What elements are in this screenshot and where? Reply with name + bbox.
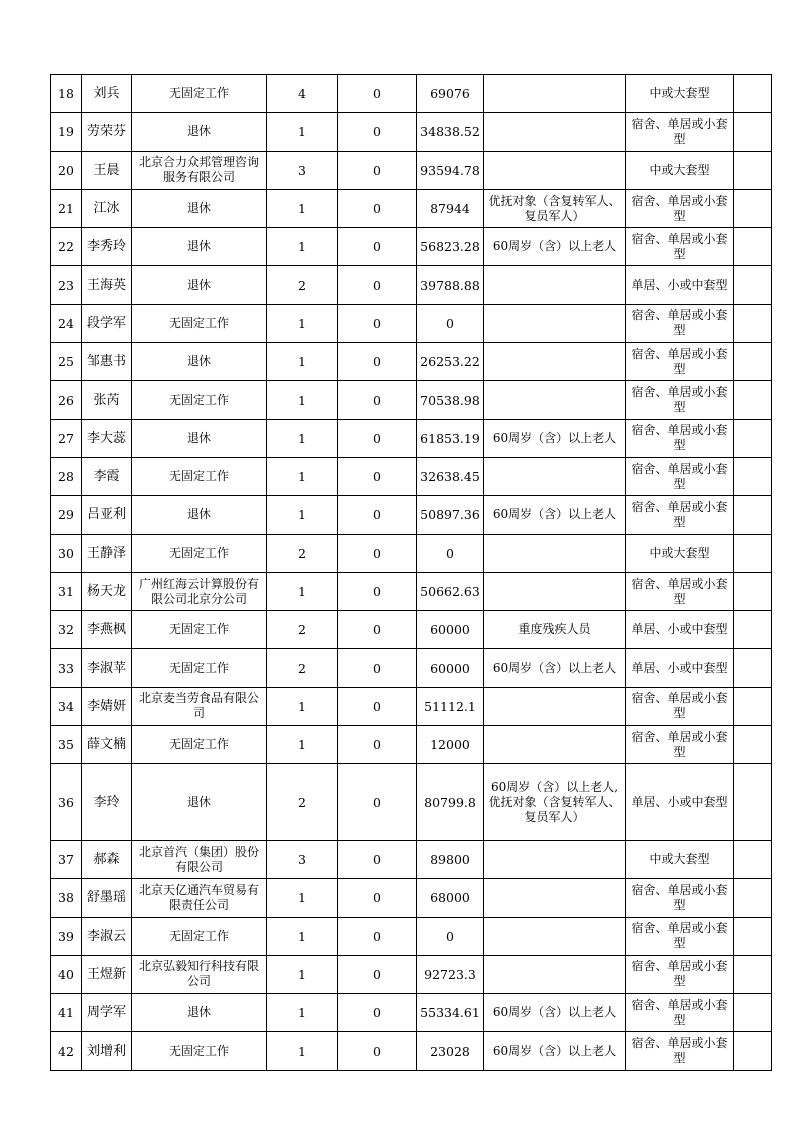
zero-value: 0: [338, 457, 417, 495]
special-category: [484, 151, 626, 189]
work-unit: 无固定工作: [132, 381, 267, 419]
annual-income: 70538.98: [417, 381, 484, 419]
household-members: 2: [267, 266, 338, 304]
table-row: [51, 113, 772, 151]
annual-income: 32638.45: [417, 457, 484, 495]
special-category: 60周岁（含）以上老人: [484, 496, 626, 534]
housing-type: 宿舍、单居或小套型: [626, 1032, 734, 1070]
applicant-name: 刘兵: [82, 75, 132, 113]
special-category: [484, 955, 626, 993]
applicant-name: 刘增利: [82, 1032, 132, 1070]
row-number: 38: [51, 879, 82, 917]
annual-income: 23028: [417, 1032, 484, 1070]
housing-type: 中或大套型: [626, 75, 734, 113]
annual-income: 50897.36: [417, 496, 484, 534]
zero-value: 0: [338, 534, 417, 572]
housing-type: 宿舍、单居或小套型: [626, 419, 734, 457]
applicant-name: 劳荣芬: [82, 113, 132, 151]
household-members: 4: [267, 75, 338, 113]
zero-value: 0: [338, 228, 417, 266]
table-row: [51, 572, 772, 610]
zero-value: 0: [338, 381, 417, 419]
applicant-name: 杨天龙: [82, 572, 132, 610]
applicant-name: 段学军: [82, 304, 132, 342]
zero-value: 0: [338, 611, 417, 649]
annual-income: 93594.78: [417, 151, 484, 189]
housing-type: 宿舍、单居或小套型: [626, 228, 734, 266]
special-category: 60周岁（含）以上老人: [484, 649, 626, 687]
work-unit: 无固定工作: [132, 534, 267, 572]
table-row: [51, 419, 772, 457]
housing-type: 宿舍、单居或小套型: [626, 343, 734, 381]
applicant-name: 李淑苹: [82, 649, 132, 687]
row-number: 25: [51, 343, 82, 381]
applicant-name: 吕亚利: [82, 496, 132, 534]
row-number: 36: [51, 764, 82, 841]
blank-cell: [734, 955, 772, 993]
housing-type: 单居、小或中套型: [626, 649, 734, 687]
zero-value: 0: [338, 879, 417, 917]
household-members: 1: [267, 994, 338, 1032]
annual-income: 55334.61: [417, 994, 484, 1032]
work-unit: 北京天亿通汽车贸易有限责任公司: [132, 879, 267, 917]
housing-type: 中或大套型: [626, 840, 734, 878]
household-members: 2: [267, 764, 338, 841]
blank-cell: [734, 649, 772, 687]
row-number: 42: [51, 1032, 82, 1070]
table-row: [51, 496, 772, 534]
row-number: 21: [51, 189, 82, 227]
row-number: 24: [51, 304, 82, 342]
row-number: 37: [51, 840, 82, 878]
blank-cell: [734, 917, 772, 955]
household-members: 1: [267, 304, 338, 342]
household-members: 3: [267, 840, 338, 878]
special-category: 重度残疾人员: [484, 611, 626, 649]
work-unit: 退休: [132, 113, 267, 151]
work-unit: 北京弘毅知行科技有限公司: [132, 955, 267, 993]
applicant-name: 李淑云: [82, 917, 132, 955]
table-row: [51, 840, 772, 878]
housing-type: 宿舍、单居或小套型: [626, 189, 734, 227]
special-category: [484, 726, 626, 764]
table-row: [51, 726, 772, 764]
household-members: 1: [267, 955, 338, 993]
household-members: 1: [267, 343, 338, 381]
zero-value: 0: [338, 151, 417, 189]
row-number: 31: [51, 572, 82, 610]
row-number: 26: [51, 381, 82, 419]
row-number: 27: [51, 419, 82, 457]
annual-income: 34838.52: [417, 113, 484, 151]
table-row: [51, 764, 772, 841]
household-members: 1: [267, 687, 338, 725]
housing-type: 宿舍、单居或小套型: [626, 113, 734, 151]
table-row: [51, 879, 772, 917]
blank-cell: [734, 840, 772, 878]
applicant-name: 周学军: [82, 994, 132, 1032]
table-row: [51, 1032, 772, 1070]
zero-value: 0: [338, 496, 417, 534]
blank-cell: [734, 687, 772, 725]
table-row: [51, 381, 772, 419]
work-unit: 北京首汽（集团）股份有限公司: [132, 840, 267, 878]
housing-type: 宿舍、单居或小套型: [626, 381, 734, 419]
special-category: [484, 266, 626, 304]
special-category: [484, 917, 626, 955]
annual-income: 12000: [417, 726, 484, 764]
housing-type: 宿舍、单居或小套型: [626, 687, 734, 725]
applicant-name: 王静泽: [82, 534, 132, 572]
row-number: 33: [51, 649, 82, 687]
household-members: 1: [267, 381, 338, 419]
row-number: 34: [51, 687, 82, 725]
housing-type: 宿舍、单居或小套型: [626, 572, 734, 610]
table-row: [51, 994, 772, 1032]
table-row: [51, 457, 772, 495]
applicant-name: 张芮: [82, 381, 132, 419]
table-row: [51, 189, 772, 227]
annual-income: 87944: [417, 189, 484, 227]
table-row: [51, 649, 772, 687]
work-unit: 无固定工作: [132, 304, 267, 342]
blank-cell: [734, 879, 772, 917]
work-unit: 无固定工作: [132, 75, 267, 113]
blank-cell: [734, 75, 772, 113]
applicant-name: 李大蕊: [82, 419, 132, 457]
row-number: 18: [51, 75, 82, 113]
household-members: 2: [267, 649, 338, 687]
zero-value: 0: [338, 917, 417, 955]
special-category: [484, 343, 626, 381]
row-number: 41: [51, 994, 82, 1032]
work-unit: 无固定工作: [132, 917, 267, 955]
zero-value: 0: [338, 649, 417, 687]
annual-income: 39788.88: [417, 266, 484, 304]
zero-value: 0: [338, 726, 417, 764]
work-unit: 无固定工作: [132, 649, 267, 687]
table-row: [51, 955, 772, 993]
annual-income: 0: [417, 304, 484, 342]
annual-income: 69076: [417, 75, 484, 113]
work-unit: 广州红海云计算股份有限公司北京分公司: [132, 572, 267, 610]
zero-value: 0: [338, 764, 417, 841]
household-members: 2: [267, 611, 338, 649]
applicant-name: 邹惠书: [82, 343, 132, 381]
special-category: [484, 840, 626, 878]
household-members: 3: [267, 151, 338, 189]
housing-type: 单居、小或中套型: [626, 611, 734, 649]
table-row: [51, 534, 772, 572]
household-members: 1: [267, 572, 338, 610]
housing-type: 单居、小或中套型: [626, 266, 734, 304]
special-category: 60周岁（含）以上老人: [484, 994, 626, 1032]
zero-value: 0: [338, 840, 417, 878]
applicant-name: 王海英: [82, 266, 132, 304]
blank-cell: [734, 1032, 772, 1070]
annual-income: 92723.3: [417, 955, 484, 993]
zero-value: 0: [338, 189, 417, 227]
special-category: [484, 457, 626, 495]
applicant-name: 江冰: [82, 189, 132, 227]
table-row: [51, 917, 772, 955]
work-unit: 退休: [132, 228, 267, 266]
row-number: 39: [51, 917, 82, 955]
household-members: 1: [267, 496, 338, 534]
household-members: 1: [267, 113, 338, 151]
table-row: [51, 304, 772, 342]
blank-cell: [734, 572, 772, 610]
applicant-name: 舒墨瑶: [82, 879, 132, 917]
housing-type: 宿舍、单居或小套型: [626, 496, 734, 534]
annual-income: 50662.63: [417, 572, 484, 610]
blank-cell: [734, 419, 772, 457]
housing-type: 宿舍、单居或小套型: [626, 457, 734, 495]
household-members: 1: [267, 726, 338, 764]
row-number: 28: [51, 457, 82, 495]
annual-income: 80799.8: [417, 764, 484, 841]
table-row: [51, 611, 772, 649]
applicant-name: 郝森: [82, 840, 132, 878]
work-unit: 退休: [132, 764, 267, 841]
work-unit: 无固定工作: [132, 611, 267, 649]
zero-value: 0: [338, 113, 417, 151]
special-category: [484, 381, 626, 419]
blank-cell: [734, 611, 772, 649]
blank-cell: [734, 381, 772, 419]
housing-type: 宿舍、单居或小套型: [626, 994, 734, 1032]
table-row: [51, 75, 772, 113]
annual-income: 61853.19: [417, 419, 484, 457]
blank-cell: [734, 457, 772, 495]
applicant-name: 李婧妍: [82, 687, 132, 725]
special-category: [484, 879, 626, 917]
work-unit: 无固定工作: [132, 1032, 267, 1070]
blank-cell: [734, 304, 772, 342]
blank-cell: [734, 534, 772, 572]
special-category: 60周岁（含）以上老人: [484, 1032, 626, 1070]
zero-value: 0: [338, 994, 417, 1032]
table-row: [51, 151, 772, 189]
row-number: 30: [51, 534, 82, 572]
table-row: [51, 228, 772, 266]
work-unit: 退休: [132, 189, 267, 227]
zero-value: 0: [338, 419, 417, 457]
annual-income: 56823.28: [417, 228, 484, 266]
applicant-name: 王煜新: [82, 955, 132, 993]
table-body: [51, 75, 772, 1071]
household-members: 1: [267, 419, 338, 457]
housing-type: 单居、小或中套型: [626, 764, 734, 841]
annual-income: 0: [417, 917, 484, 955]
table-row: [51, 266, 772, 304]
blank-cell: [734, 343, 772, 381]
row-number: 32: [51, 611, 82, 649]
annual-income: 68000: [417, 879, 484, 917]
work-unit: 退休: [132, 343, 267, 381]
zero-value: 0: [338, 304, 417, 342]
zero-value: 0: [338, 1032, 417, 1070]
row-number: 40: [51, 955, 82, 993]
table-row: [51, 343, 772, 381]
special-category: [484, 304, 626, 342]
row-number: 19: [51, 113, 82, 151]
blank-cell: [734, 764, 772, 841]
blank-cell: [734, 496, 772, 534]
blank-cell: [734, 266, 772, 304]
work-unit: 退休: [132, 496, 267, 534]
housing-type: 中或大套型: [626, 151, 734, 189]
applicant-name: 李霞: [82, 457, 132, 495]
household-members: 1: [267, 228, 338, 266]
annual-income: 60000: [417, 649, 484, 687]
housing-type: 宿舍、单居或小套型: [626, 726, 734, 764]
blank-cell: [734, 151, 772, 189]
household-members: 2: [267, 534, 338, 572]
special-category: 60周岁（含）以上老人: [484, 228, 626, 266]
work-unit: 退休: [132, 419, 267, 457]
housing-type: 宿舍、单居或小套型: [626, 304, 734, 342]
housing-type: 宿舍、单居或小套型: [626, 955, 734, 993]
work-unit: 北京麦当劳食品有限公司: [132, 687, 267, 725]
special-category: [484, 75, 626, 113]
applicant-name: 李燕枫: [82, 611, 132, 649]
household-members: 1: [267, 1032, 338, 1070]
special-category: 60周岁（含）以上老人: [484, 419, 626, 457]
housing-type: 中或大套型: [626, 534, 734, 572]
row-number: 35: [51, 726, 82, 764]
row-number: 29: [51, 496, 82, 534]
household-members: 1: [267, 189, 338, 227]
applicant-name: 李秀玲: [82, 228, 132, 266]
household-members: 1: [267, 879, 338, 917]
special-category: [484, 687, 626, 725]
zero-value: 0: [338, 266, 417, 304]
annual-income: 89800: [417, 840, 484, 878]
row-number: 20: [51, 151, 82, 189]
work-unit: 退休: [132, 994, 267, 1032]
annual-income: 26253.22: [417, 343, 484, 381]
blank-cell: [734, 228, 772, 266]
housing-type: 宿舍、单居或小套型: [626, 917, 734, 955]
special-category: 60周岁（含）以上老人,优抚对象（含复转军人、复员军人）: [484, 764, 626, 841]
zero-value: 0: [338, 75, 417, 113]
annual-income: 0: [417, 534, 484, 572]
work-unit: 无固定工作: [132, 457, 267, 495]
row-number: 22: [51, 228, 82, 266]
blank-cell: [734, 994, 772, 1032]
work-unit: 北京合力众邦管理咨询服务有限公司: [132, 151, 267, 189]
work-unit: 退休: [132, 266, 267, 304]
zero-value: 0: [338, 343, 417, 381]
row-number: 23: [51, 266, 82, 304]
special-category: 优抚对象（含复转军人、复员军人）: [484, 189, 626, 227]
special-category: [484, 572, 626, 610]
applicant-table: [50, 74, 772, 1071]
housing-type: 宿舍、单居或小套型: [626, 879, 734, 917]
blank-cell: [734, 113, 772, 151]
annual-income: 51112.1: [417, 687, 484, 725]
blank-cell: [734, 726, 772, 764]
table-row: [51, 687, 772, 725]
special-category: [484, 534, 626, 572]
applicant-name: 李玲: [82, 764, 132, 841]
zero-value: 0: [338, 572, 417, 610]
zero-value: 0: [338, 955, 417, 993]
household-members: 1: [267, 457, 338, 495]
annual-income: 60000: [417, 611, 484, 649]
blank-cell: [734, 189, 772, 227]
applicant-name: 王晨: [82, 151, 132, 189]
special-category: [484, 113, 626, 151]
applicant-name: 薛文楠: [82, 726, 132, 764]
zero-value: 0: [338, 687, 417, 725]
household-members: 1: [267, 917, 338, 955]
work-unit: 无固定工作: [132, 726, 267, 764]
